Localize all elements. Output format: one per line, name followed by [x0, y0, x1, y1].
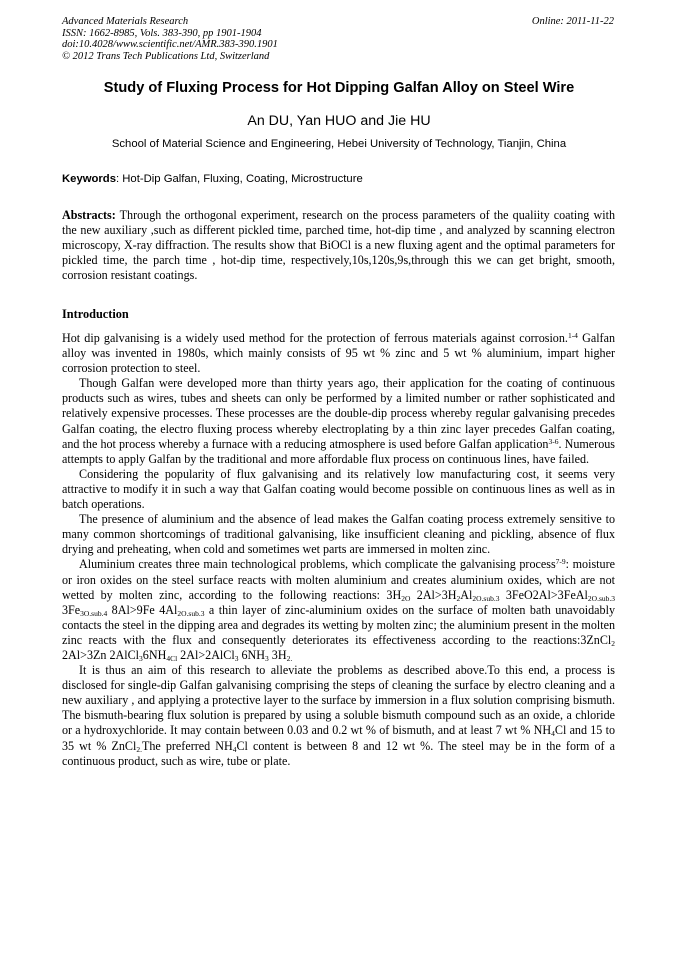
intro-p1-text: Hot dip galvanising is a widely used method for the protection of ferrous materials against corrosion. — [62, 331, 568, 345]
intro-paragraph-4: The presence of aluminium and the absence of lead makes the Galfan coating process extremely sensitive to many common shortcomings of traditional galvanising, like insufficient cleaning and pickling, absence of flux drying and preheating, when cold and sometimes wet parts are immersed in molten zinc. — [62, 512, 615, 557]
intro-p5-text-b: : moisture or iron oxides on the steel surface reacts with molten aluminium and creates aluminium oxides, which are not wetted by molten zinc, according to the following reactions: 3H — [62, 557, 615, 602]
formula-sub: 2. — [136, 744, 142, 754]
intro-p6-text: It is thus an aim of this research to alleviate the problems as described above.To this end, a process is disclosed for single-dip Galfan galvanising comprising the steps of cleaning the surface by electro cleaning and a new auxiliary , and applying a protective layer to the surface by immersion in a flux solution comprising bismuth. The bismuth-bearing flux solution is prepared by using a soluble bismuth compound such as an oxide, a chloride or a hydroxychloride. It may contain between 0.03 and 0.2 wt % of bismuth, and at least 7 wt % NH — [62, 663, 615, 738]
intro-paragraph-2 — [62, 376, 615, 467]
formula-sub: 2O.sub.3 — [177, 608, 205, 618]
formula-text: 3H — [268, 647, 287, 662]
citation-3-6: 3-6 — [548, 436, 559, 446]
issn-line: ISSN: 1662-8985, Vols. 383-390, pp 1901-1904 — [62, 27, 262, 39]
formula-text: 2Al>3Zn 2AlCl — [62, 647, 140, 662]
doi-line: doi:10.4028/www.scientific.net/AMR.383-390.1901 — [62, 39, 278, 50]
formula-text: 8Al>9Fe 4Al — [107, 602, 178, 617]
intro-p6-text-b: Cl and 15 to 35 wt % ZnCl — [62, 723, 615, 753]
formula-sub: 3 — [265, 653, 269, 663]
copyright-line: © 2012 Trans Tech Publications Ltd, Switzerland — [62, 50, 270, 62]
intro-p2-text-b: . Numerous attempts to apply Galfan by the traditional and more affordable flux process on continuous lines, have failed. — [62, 436, 615, 466]
intro-paragraph-5 — [62, 557, 615, 663]
introduction-heading: Introduction — [62, 307, 129, 321]
formula-sub: 2 — [456, 593, 461, 603]
intro-p2-text: Though Galfan were developed more than thirty years ago, their application for the coating of continuous products such as wires, tubes and sheets can only be performed by a limited number or rather sophisticated and relatively expensive processes. These processes are the double-dip process whereby regular galvanising precedes Galfan coating, the electro fluxing process whereby electroplating by a thin zinc layer precedes Galfan coating, and the hot process whereby a furnace with a reducing atmosphere is used before Galfan application — [62, 376, 615, 451]
formula-text: 6NH — [238, 647, 266, 662]
formula-sub: 2O.sub.3 — [587, 593, 615, 603]
keywords-label: Keywords — [62, 173, 116, 185]
formula-sub: 4 — [232, 744, 237, 754]
intro-p1-text-b: Galfan alloy was invented in 1980s, which mainly consists of 95 wt % zinc and 5 wt % aluminium, impart higher corrosion protection to steel. — [62, 331, 615, 376]
intro-paragraph-1 — [62, 331, 615, 376]
formula-sub: 2. — [286, 653, 293, 663]
abstract-text: Through the orthogonal experiment, research on the process parameters of the qualiity coating with the new auxiliary ,such as different pickled time, parched time, hot-dip time , and analyzed by scanning electron microscopy, X-ray diffraction. The results show that BiOCl is a new fluxing agent and the optimal parameters for pickled time, the parch time , hot-dip time, respectively,10s,120s,9s,through this we can get bright, smooth, corrosion resistant coatings. — [62, 208, 615, 283]
formula-text: 3FeO2Al>3FeAl — [499, 587, 588, 602]
formula-text: 6NH — [142, 647, 167, 662]
journal-header — [62, 16, 278, 62]
formula-sub: 2O — [401, 593, 411, 603]
introduction-body — [62, 331, 615, 769]
formula-sub: 4 — [551, 729, 555, 739]
citation-1-4: 1-4 — [567, 331, 578, 340]
paper-title: Study of Fluxing Process for Hot Dipping Galfan Alloy on Steel Wire — [103, 80, 575, 96]
intro-p5-text: Aluminium creates three main technological problems, which complicate the galvanising process — [79, 557, 556, 572]
intro-p6-text-c: The preferred NH — [141, 738, 233, 753]
formula-sub: 3O.sub.4 — [80, 608, 108, 618]
formula-sub: 2O.sub.3 — [472, 593, 500, 603]
abstract-paragraph — [62, 208, 615, 283]
formula-text: Al — [460, 587, 473, 602]
formula-sub: 4Cl — [166, 653, 178, 663]
keywords-text: : Hot-Dip Galfan, Fluxing, Coating, Microstructure — [116, 173, 363, 185]
intro-paragraph-3: Considering the popularity of flux galvanising and its relatively low manufacturing cost, it seems very attractive to modify it in such a way that Galfan coating would become possible on continuous lines as well as in batch operations. — [62, 466, 615, 512]
formula-text: 3Fe — [62, 602, 81, 617]
paper-authors: An DU, Yan HUO and Jie HU — [247, 113, 431, 129]
online-date: Online: 2011-11-22 — [531, 16, 614, 27]
formula-sub: 3 — [139, 653, 143, 663]
formula-sub: 2 — [611, 638, 615, 648]
formula-text: 2Al>3H — [410, 587, 457, 602]
formula-sub: 3 — [234, 653, 239, 663]
journal-name: Advanced Materials Research — [62, 16, 189, 27]
intro-paragraph-6 — [62, 663, 615, 769]
citation-7-9: 7-9 — [555, 557, 566, 567]
intro-p6-text-d: Cl content is between 8 and 12 wt %. The steel may be in the form of a continuous product, such as wire, tube or plate. — [62, 738, 616, 768]
formula-text: 2Al>2AlCl — [177, 647, 235, 662]
intro-p5-text-c: a thin layer of zinc-aluminium oxides on the surface of molten bath unavoidably contacts the steel in the dipping area and degrades its wetting by molten zinc; the aluminium present in the molten zinc reacts with the flux and consequently deteriorates its effectiveness according to the reactions:3ZnCl — [62, 602, 615, 647]
keywords-line — [62, 173, 363, 185]
paper-affiliation: School of Material Science and Engineering, Hebei University of Technology, Tianjin, China — [111, 138, 567, 150]
abstract-label: Abstracts: — [62, 208, 116, 222]
